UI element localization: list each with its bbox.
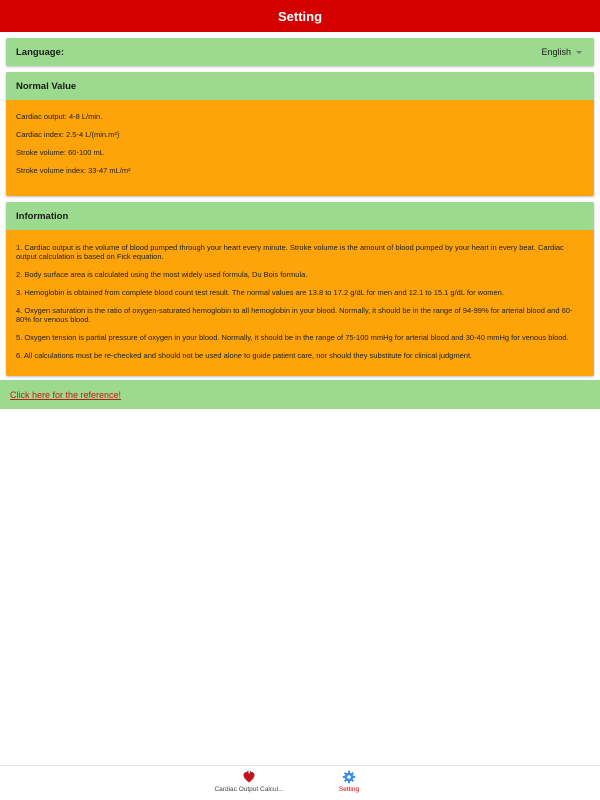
normal-value-item: Stroke volume: 60-100 mL [16,148,104,157]
tab-cardiac-output[interactable] [199,770,299,793]
nav-bar [0,0,600,32]
tab-setting[interactable] [299,770,399,793]
heart-icon [242,770,256,784]
information-item: 4. Oxygen saturation is the ratio of oxygen-saturated hemoglobin to all hemoglobin in your blood. Normally, it should be in the range of 94-99% for arterial blood and 60-80% for venous blood. [16,306,573,324]
reference-row [0,380,600,409]
information-card [6,202,594,376]
tab-label: Cardiac Output Calcul... [214,786,284,793]
normal-value-item: Cardiac output: 4-8 L/min. [16,112,103,121]
normal-value-body [6,100,594,196]
normal-value-item: Cardiac index: 2.5-4 L/(min.m²) [16,130,120,139]
language-value: English [541,47,571,57]
chevron-down-icon [576,51,582,54]
information-header [6,202,594,230]
normal-value-header [6,72,594,100]
language-row [6,38,594,66]
language-label: Language: [16,46,65,58]
page-title: Setting [277,8,323,24]
information-item: 5. Oxygen tension is partial pressure of oxygen in your blood. Normally, it should be in the range of 75-100 mmHg for arterial blood and 30-40 mmHg for venous blood. [16,333,569,342]
normal-value-item: Stroke volume index: 33-47 mL/m² [16,166,131,175]
normal-value-card [6,72,594,196]
language-select[interactable] [541,47,582,57]
gear-icon [342,770,356,784]
information-item: 1. Cardiac output is the volume of blood pumped through your heart every minute. Stroke volume is the amount of blood pumped by your heart in every beat. Cardiac output calculation is based on Fick equation. [16,243,564,261]
information-item: 2. Body surface area is calculated using the most widely used formula, Du Bois formula. [16,270,308,279]
tab-bar [0,765,600,800]
information-body [6,230,594,376]
normal-value-title: Normal Value [16,80,77,92]
information-item: 3. Hemoglobin is obtained from complete blood count test result. The normal values are 13.8 to 17.2 g/dL for men and 12.1 to 15.1 g/dL for women. [16,288,504,297]
reference-link[interactable]: Click here for the reference! [10,389,122,400]
information-item: 6. All calculations must be re-checked and should not be used alone to guide patient care, nor should they substitute for clinical judgment. [16,351,473,360]
tab-label: Setting [338,786,360,793]
settings-content [0,32,600,409]
information-title: Information [16,210,69,222]
